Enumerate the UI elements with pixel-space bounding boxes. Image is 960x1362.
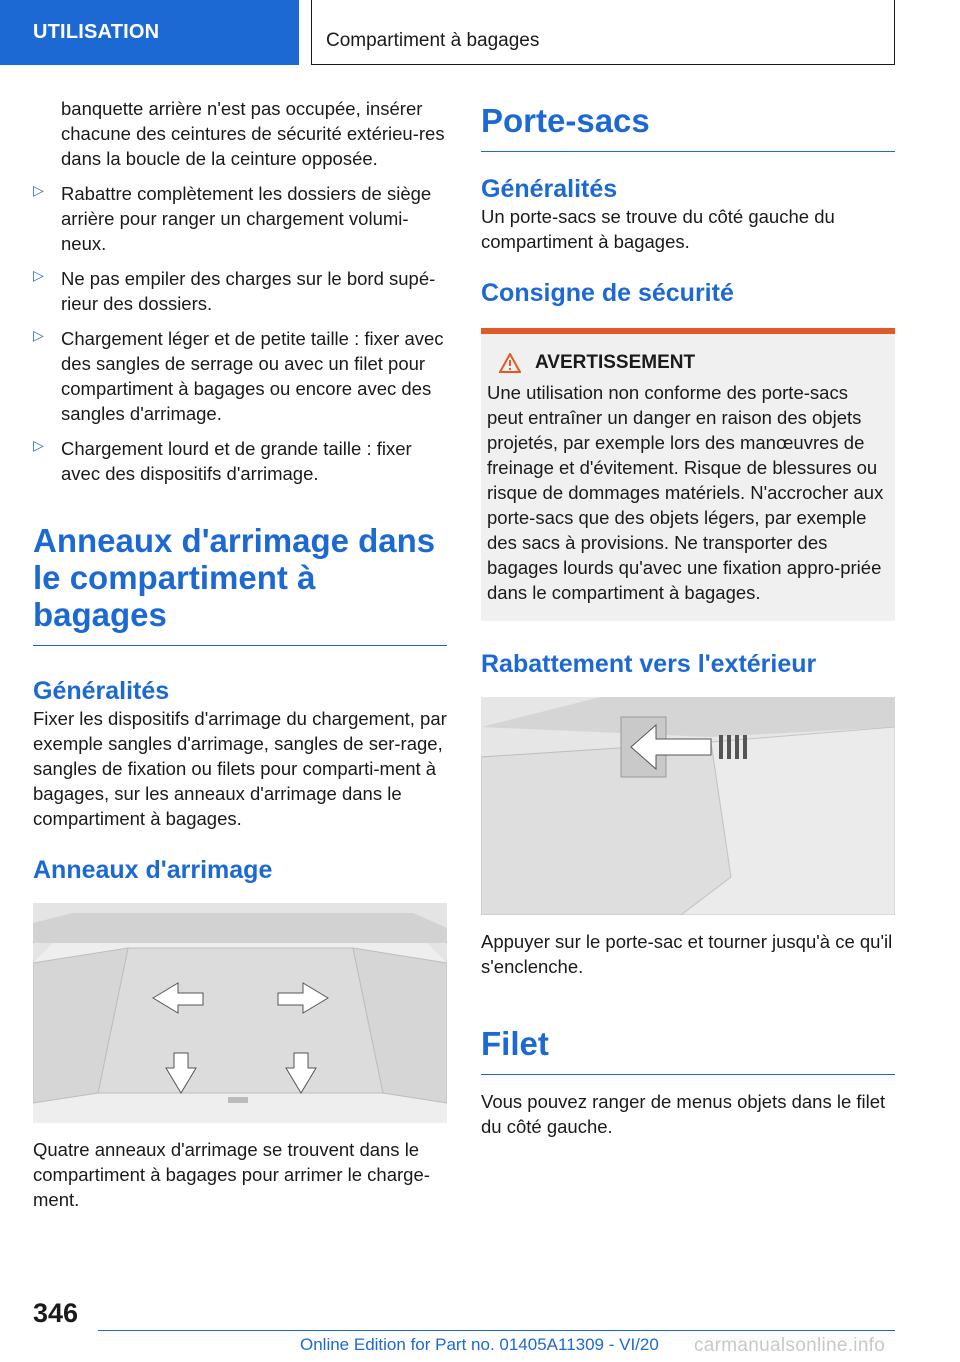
anneaux-heading: Anneaux d'arrimage bbox=[33, 856, 273, 884]
intro-text: banquette arrière n'est pas occupée, insérer chacune des ceintures de sécurité extérieu‐res dans la boucle de la ceinture opposée. bbox=[61, 98, 445, 169]
header-chapter-label: Compartiment à bagages bbox=[326, 30, 540, 51]
figure-caption: Quatre anneaux d'arrimage se trouvent dans le compartiment à bagages pour arrimer le charge‐ment. bbox=[33, 1139, 430, 1210]
fold-caption: Appuyer sur le porte-sac et tourner jusqu'à ce qu'il s'enclenche. bbox=[481, 931, 893, 977]
fold-heading: Rabattement vers l'extérieur bbox=[481, 650, 817, 678]
bullet-text: Chargement lourd et de grande taille : fixer avec des dispositifs d'arrimage. bbox=[61, 438, 412, 484]
warning-title: AVERTISSEMENT bbox=[535, 352, 696, 373]
header-section bbox=[0, 0, 299, 65]
triangle-right-icon: ▷ bbox=[33, 327, 44, 343]
warning-text: Une utilisation non conforme des porte-sacs peut entraîner un danger en raison des objets projetés, par exemple lors des manœuvres de freinage et d'évitement. Risque de blessures ou risque de dommages matériels. N'accrocher aux porte-sacs que des objets légers, par exemple des sacs à provisions. Ne transporter des bagages lourds qu'avec une fixation appro‐priée dans le compartiment à bagages. bbox=[487, 382, 884, 603]
filet-text: Vous pouvez ranger de menus objets dans le filet du côté gauche. bbox=[481, 1091, 886, 1137]
triangle-right-icon: ▷ bbox=[33, 437, 44, 453]
header-section-label: UTILISATION bbox=[33, 21, 160, 43]
list-item bbox=[33, 326, 447, 426]
warning-header bbox=[487, 352, 889, 374]
bag-hook-illustration bbox=[481, 697, 895, 915]
footer-edition: Online Edition for Part no. 01405A11309 - VI/20 bbox=[300, 1335, 659, 1354]
generalites-text: Un porte-sacs se trouve du côté gauche du compartiment à bagages. bbox=[481, 206, 835, 252]
list-item bbox=[33, 436, 447, 486]
warning-box bbox=[481, 328, 895, 621]
list-item bbox=[33, 266, 447, 316]
list-item bbox=[33, 181, 447, 256]
bullet-text: Rabattre complètement les dossiers de siège arrière pour ranger un chargement volumi‐neux. bbox=[61, 183, 432, 254]
generalites-text: Fixer les dispositifs d'arrimage du chargement, par exemple sangles d'arrimage, sangles de ser‐rage, sangles de fixation ou filets pour comparti‐ment à bagages, sur les anneaux d'arrimage dans le compartiment à bagages. bbox=[33, 708, 447, 829]
generalites-heading: Généralités bbox=[481, 175, 618, 203]
section-title-porte-sacs: Porte-sacs bbox=[481, 102, 895, 152]
section-title-filet: Filet bbox=[481, 1025, 895, 1075]
watermark: carmanualsonline.info bbox=[694, 1335, 886, 1356]
header-chapter bbox=[311, 0, 895, 65]
bullet-text: Chargement léger et de petite taille : fixer avec des sangles de serrage ou avec un filet pour compartiment à bagages ou encore avec des sangles d'arrimage. bbox=[61, 328, 444, 424]
triangle-right-icon: ▷ bbox=[33, 182, 44, 198]
triangle-right-icon: ▷ bbox=[33, 267, 44, 283]
generalites-heading: Généralités bbox=[33, 677, 170, 705]
trunk-figure bbox=[33, 903, 447, 1123]
trunk-illustration bbox=[33, 903, 447, 1123]
section-title-anneaux: Anneaux d'arrimage dans le compartiment à bagages bbox=[33, 522, 447, 646]
bag-hook-figure bbox=[481, 697, 895, 915]
footer-divider bbox=[98, 1330, 895, 1331]
left-column bbox=[33, 96, 447, 1212]
warning-triangle-icon bbox=[499, 353, 521, 373]
right-column bbox=[481, 96, 895, 1139]
page-number: 346 bbox=[33, 1298, 79, 1328]
bullet-text: Ne pas empiler des charges sur le bord supé‐rieur des dossiers. bbox=[61, 268, 436, 314]
safety-heading: Consigne de sécurité bbox=[481, 279, 734, 307]
